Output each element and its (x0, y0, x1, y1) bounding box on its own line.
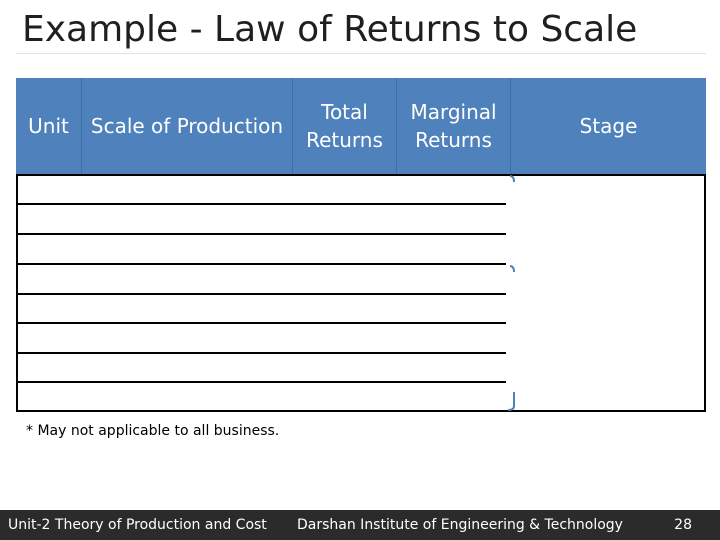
stage-brace (500, 172, 530, 414)
table-row (18, 263, 506, 265)
header-column-divider (81, 78, 82, 174)
table-row (18, 381, 506, 383)
header-column-divider (292, 78, 293, 174)
footer-subject: Unit-2 Theory of Production and Cost (8, 517, 267, 533)
table-row (18, 174, 506, 176)
title-divider (16, 53, 706, 54)
page-number: 28 (674, 517, 692, 533)
table-rows-area (16, 174, 504, 412)
header-total-returns: Total Returns (306, 100, 383, 152)
table-row (18, 322, 506, 324)
header-column-divider (396, 78, 397, 174)
slide-title: Example - Law of Returns to Scale (22, 9, 638, 50)
table-header (16, 78, 706, 174)
table-row (18, 203, 506, 205)
header-unit: Unit (28, 114, 69, 138)
table-row (18, 233, 506, 235)
header-stage: Stage (579, 114, 638, 138)
footer-institute: Darshan Institute of Engineering & Technology (297, 517, 623, 533)
footnote: * May not applicable to all business. (26, 423, 280, 439)
table-row (18, 352, 506, 354)
table-row (18, 293, 506, 295)
header-scale-of-production: Scale of Production (90, 114, 284, 138)
stage-cell-increasing (504, 174, 706, 264)
header-column-divider (510, 78, 511, 174)
table-body (16, 174, 706, 412)
stage-cell-decreasing (504, 330, 706, 412)
slide-footer (0, 510, 720, 540)
stage-cell-constant (504, 264, 706, 330)
header-marginal-returns: Marginal Returns (410, 100, 497, 152)
